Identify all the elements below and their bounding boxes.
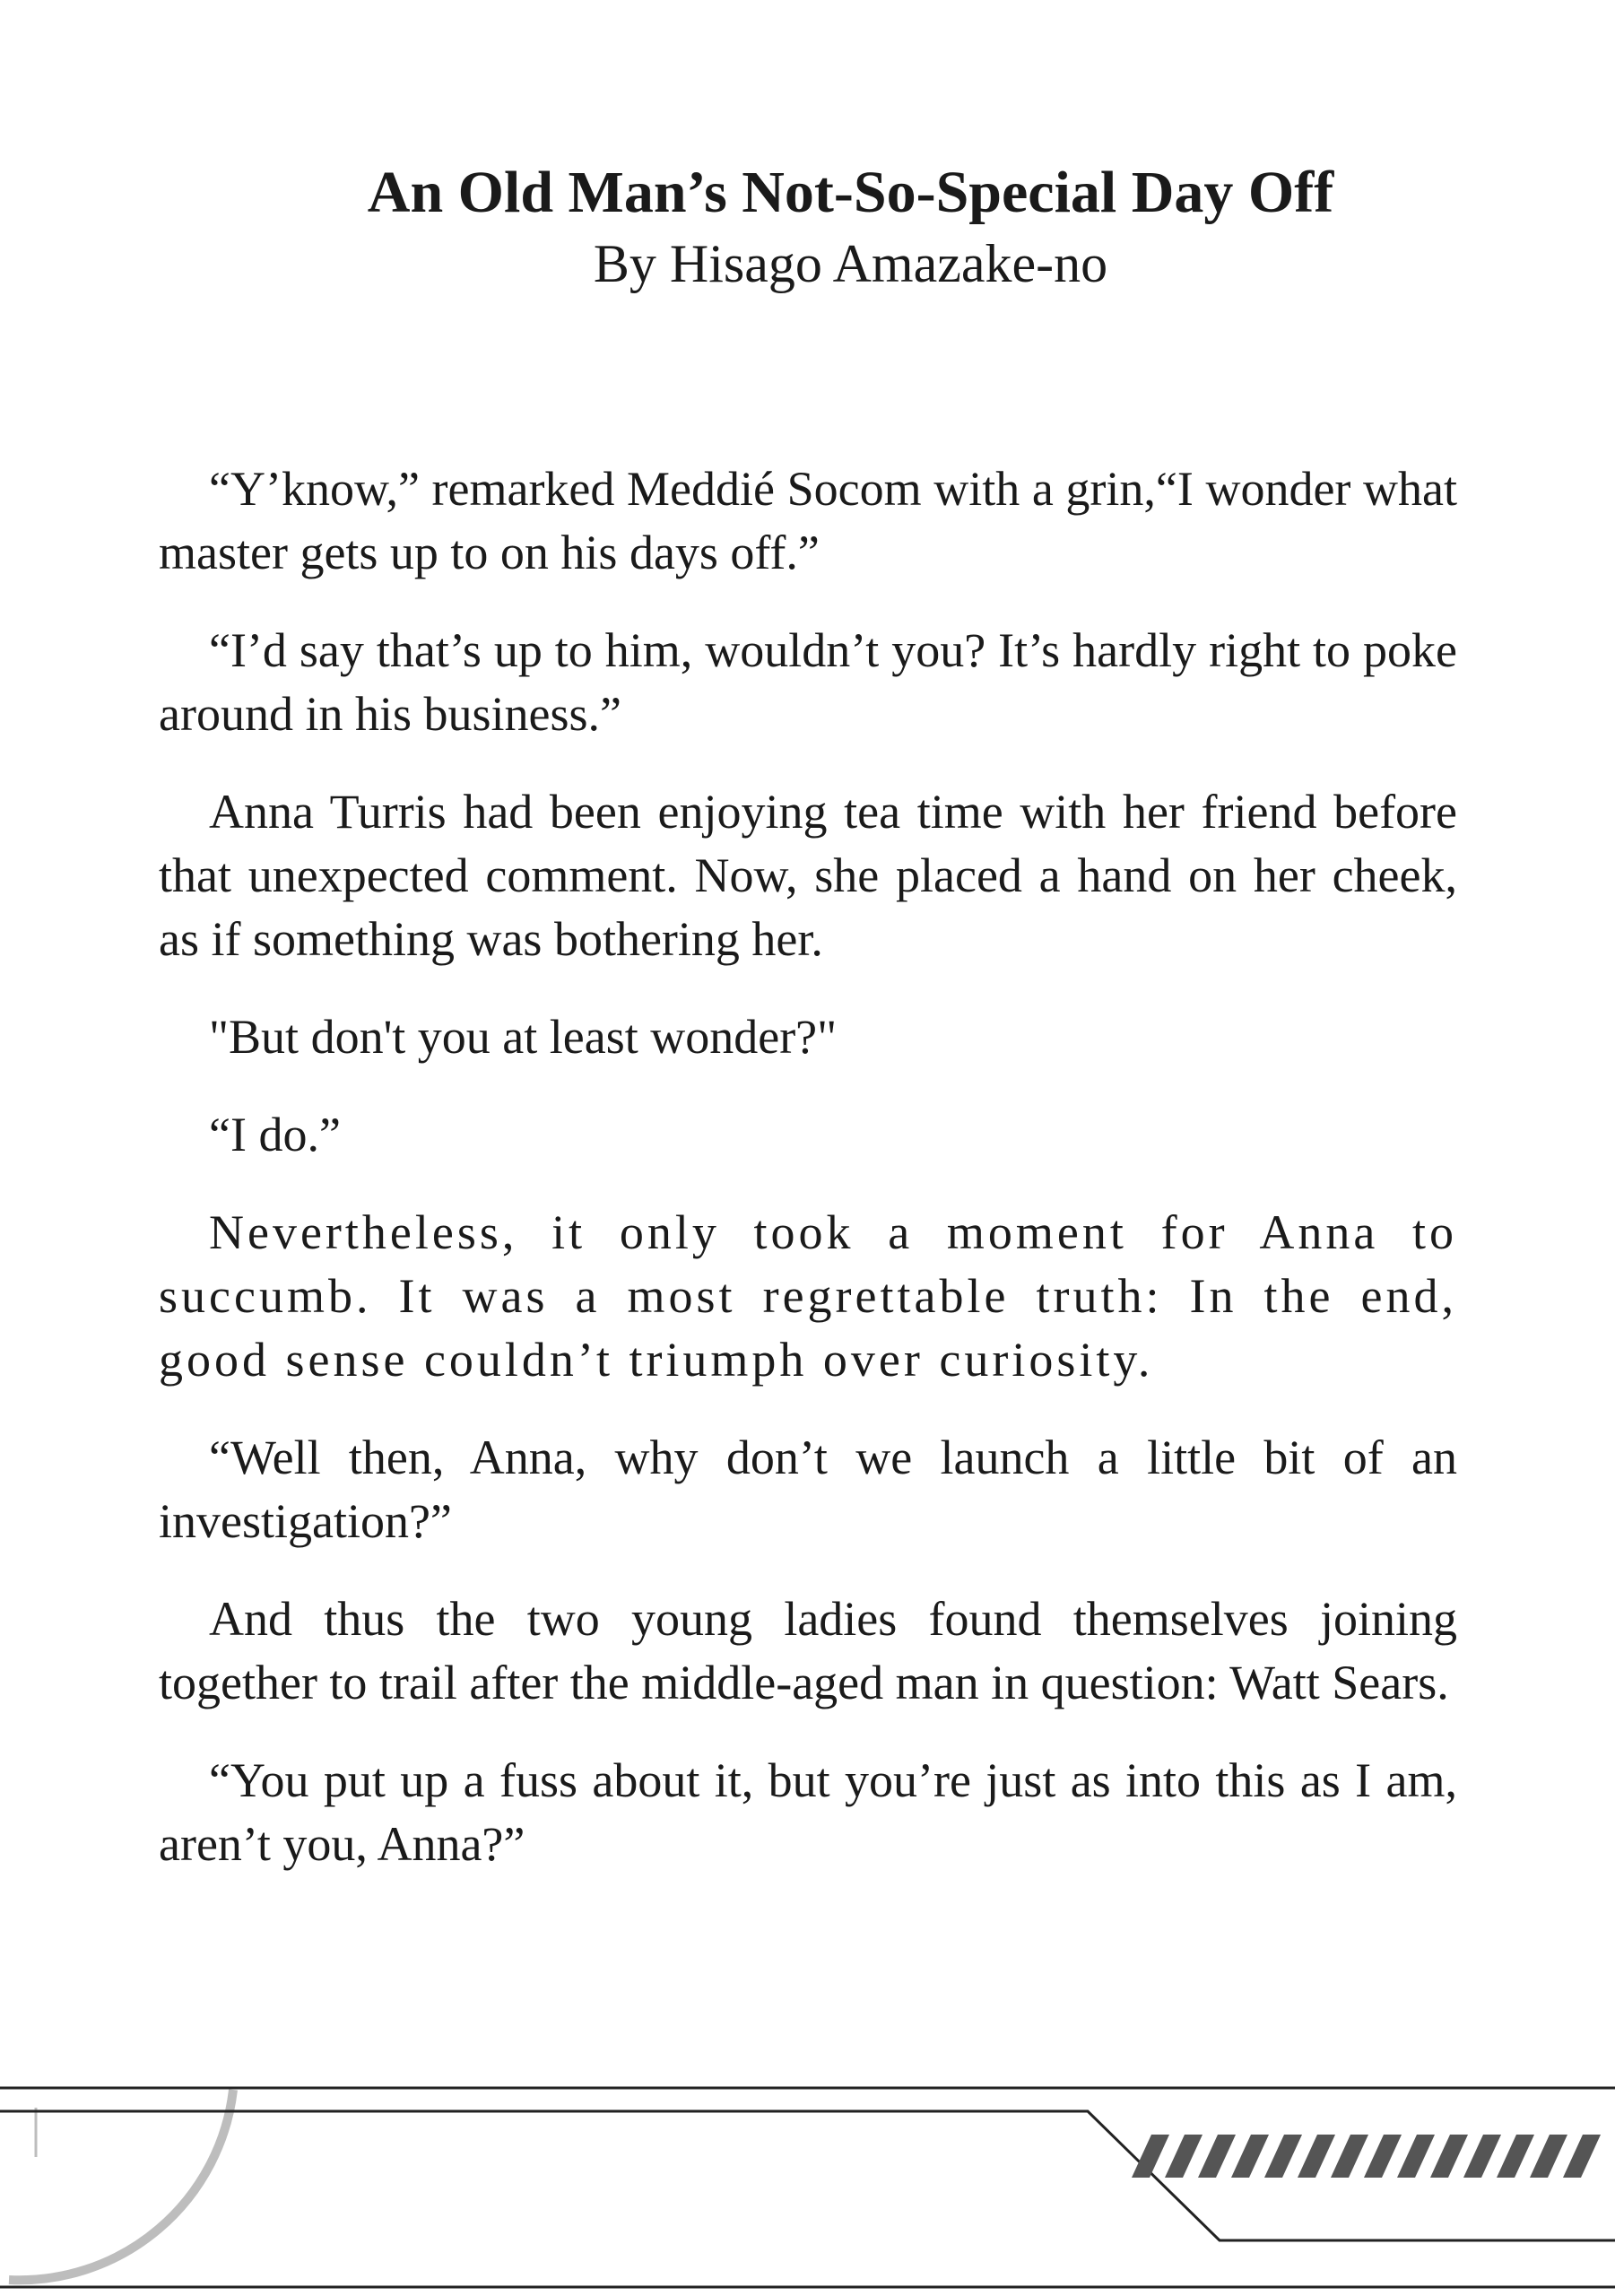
footer-stripe [1463,2135,1501,2178]
story-header [43,157,1615,299]
story-title: An Old Man’s Not-So-Special Day Off [367,160,1334,225]
footer-stripe [1397,2135,1435,2178]
footer-stripe [1198,2135,1236,2178]
footer-arc-icon [9,2090,233,2280]
footer-stripe [1165,2135,1203,2178]
paragraph: “You put up a fuss about it, but you’re just as into this as I am, aren’t you, Anna?” [159,1753,1457,1871]
footer-ornament [0,2072,1615,2296]
footer-stripe [1530,2135,1567,2178]
footer-stripe [1497,2135,1534,2178]
decorative-footer [0,2072,1615,2296]
story-author: By Hisago Amazake-no [593,234,1108,293]
footer-stripe [1430,2135,1468,2178]
paragraph: “Well then, Anna, why don’t we launch a little bit of an investigation?” [159,1431,1457,1548]
footer-stripe [1231,2135,1269,2178]
story-body [159,457,1457,1910]
paragraph: Nevertheless, it only took a moment for Anna to succumb. It was a most regrettable truth: In the end, good sense couldn’t triumph over curiosity. [159,1205,1457,1387]
paragraph: "But don't you at least wonder?" [209,1010,838,1064]
paragraph: “I do.” [209,1108,341,1161]
paragraph: “Y’know,” remarked Meddié Socom with a grin,“I wonder what master gets up to on his days off.” [159,462,1457,579]
footer-stripes [1132,2135,1601,2178]
footer-stripe [1264,2135,1302,2178]
footer-stripe [1364,2135,1402,2178]
paragraph: “I’d say that’s up to him, wouldn’t you? It’s hardly right to poke around in his business.” [159,623,1457,741]
footer-stripe [1132,2135,1169,2178]
paragraph: And thus the two young ladies found themselves joining together to trail after the middle-aged man in question: Watt Sears. [159,1592,1457,1709]
footer-stripe [1298,2135,1335,2178]
footer-stripe [1563,2135,1601,2178]
paragraph: Anna Turris had been enjoying tea time with her friend before that unexpected comment. Now, she placed a hand on her cheek, as if something was bothering her. [159,785,1457,966]
footer-stripe [1331,2135,1368,2178]
